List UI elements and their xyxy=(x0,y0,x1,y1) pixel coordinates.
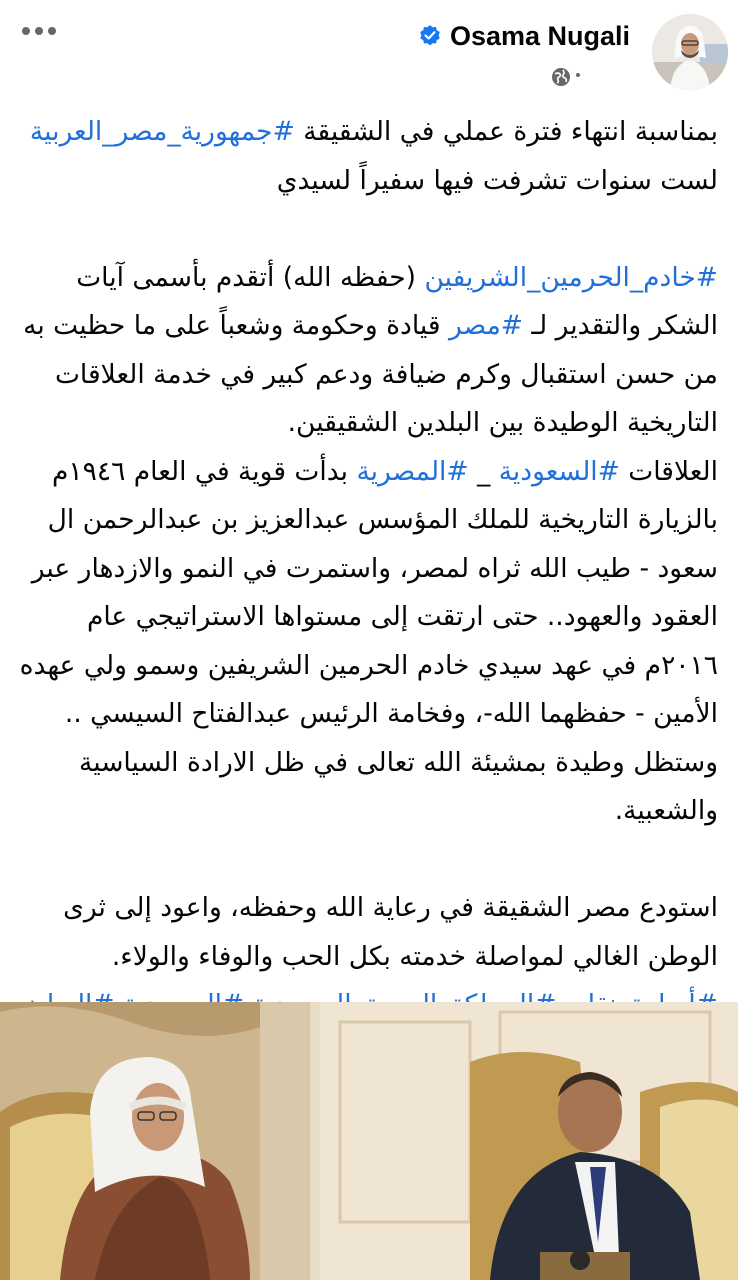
paragraph-gap xyxy=(18,205,718,254)
post-line: والشعبية. xyxy=(614,795,718,826)
post-line: استودع مصر الشقيقة في رعاية الله وحفظه، واعود إلى ثرى xyxy=(63,892,718,923)
verified-badge-icon xyxy=(418,24,442,48)
post-line xyxy=(18,254,718,303)
post-line: من حسن استقبال وكرم ضيافة ودعم كبير في خدمة العلاقات xyxy=(54,358,718,390)
hashtag-link[interactable]: #السعودية xyxy=(498,455,620,487)
post-line xyxy=(18,108,718,157)
post-text-segment: الشكر والتقدير لـ xyxy=(523,310,718,341)
globe-icon[interactable] xyxy=(550,66,572,88)
post-line: لست سنوات تشرفت فيها سفيراً لسيدي xyxy=(276,164,718,196)
post-line: ٢٠١٦م في عهد سيدي خادم الحرمين الشريفين وسمو ولي عهده xyxy=(19,649,718,681)
meta-separator xyxy=(576,73,580,77)
post-line: العقود والعهود.. حتى ارتقت إلى مستواها الاستراتيجي عام xyxy=(86,601,718,632)
post-text-segment: (حفظه الله) أتقدم بأسمى آيات xyxy=(76,261,425,293)
post-line: وستظل وطيدة بمشيئة الله تعالى في ظل الارادة السياسية xyxy=(78,746,718,778)
more-dot xyxy=(22,27,30,35)
post-text-segment: العلاقات xyxy=(619,455,718,487)
post-line xyxy=(18,302,718,351)
author-avatar[interactable] xyxy=(652,14,728,90)
more-dot xyxy=(48,27,56,35)
hashtag-link[interactable]: #جمهورية_مصر_العربية xyxy=(29,116,295,147)
post-photo[interactable] xyxy=(0,1002,738,1280)
more-dot xyxy=(35,27,43,35)
post-line xyxy=(18,448,718,497)
hashtag-link[interactable]: #المصرية xyxy=(356,455,469,487)
post-text-segment: بدأت قوية في العام ١٩٤٦م xyxy=(51,455,357,487)
author-row xyxy=(418,18,630,54)
hashtag-link[interactable]: #خادم_الحرمين_الشريفين xyxy=(424,261,718,293)
author-name[interactable]: Osama Nugali xyxy=(449,21,630,51)
post-line: الأمين - حفظهما الله-، وفخامة الرئيس عبدالفتاح السيسي .. xyxy=(64,698,718,729)
paragraph-gap xyxy=(18,836,718,885)
post-line: التاريخية الوطيدة بين البلدين الشقيقين. xyxy=(287,407,718,438)
post-text-segment: بمناسبة انتهاء فترة عملي في الشقيقة xyxy=(294,116,718,147)
post-line: الوطن الغالي لمواصلة خدمته بكل الحب والوفاء والولاء. xyxy=(111,940,718,972)
post-text-segment: _ xyxy=(468,455,499,487)
post-header xyxy=(0,0,738,100)
post-text-segment: قيادة وحكومة وشعباً على ما حظيت به xyxy=(23,310,449,341)
more-options-button[interactable] xyxy=(14,16,64,46)
post-body xyxy=(18,108,718,1078)
hashtag-link[interactable]: #مصر xyxy=(448,310,523,341)
post-line: سعود - طيب الله ثراه لمصر، واستمرت في النمو والازدهار عبر xyxy=(31,552,718,584)
post-line: بالزيارة التاريخية للملك المؤسس عبدالعزيز بن عبدالرحمن ال xyxy=(47,504,718,535)
